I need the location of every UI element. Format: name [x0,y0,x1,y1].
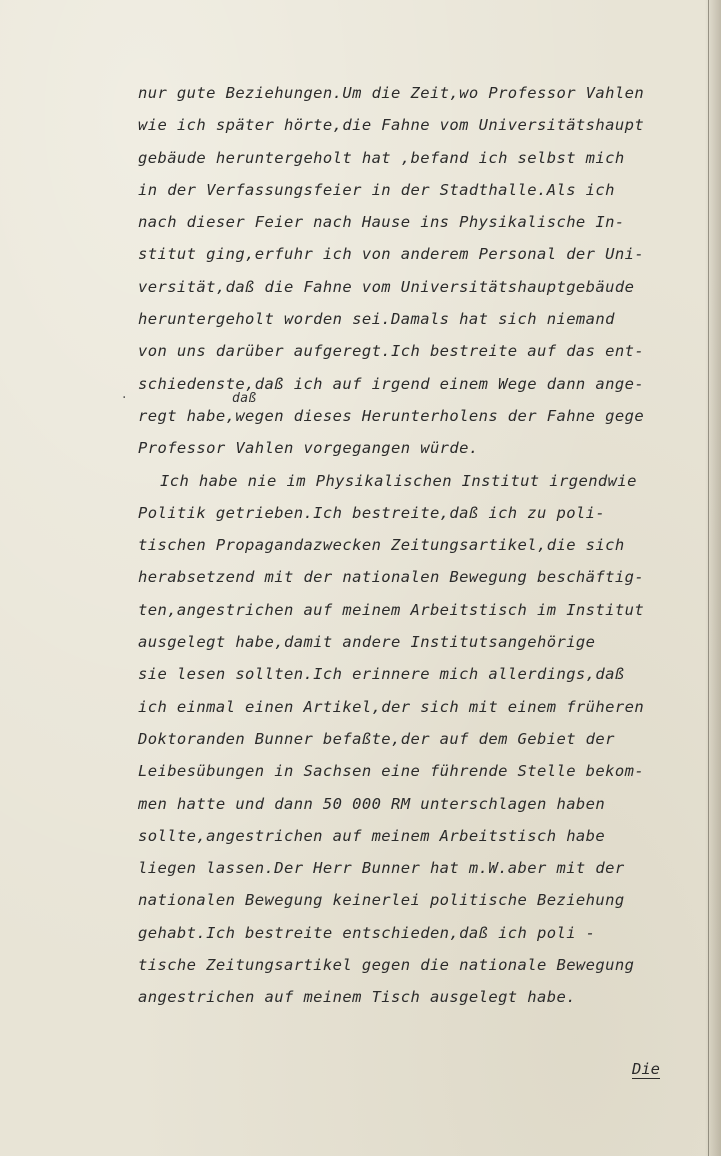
text-line: gehabt.Ich bestreite entschieden,daß ich poli - [138,923,596,942]
text-line: nach dieser Feier nach Hause ins Physikalische In- [138,213,625,232]
text-line: Ich habe nie im Physikalischen Institut irgendwie [160,471,637,490]
text-line: Politik getrieben.Ich bestreite,daß ich zu poli- [138,503,606,522]
text-line: wie ich später hörte,die Fahne vom Universitätshaupt [138,116,645,135]
text-line: liegen lassen.Der Herr Bunner hat m.W.aber mit der [138,859,625,878]
text-line: Leibesübungen in Sachsen eine führende Stelle bekom- [138,762,645,781]
text-line-content: regt habe,wegen dieses Herunterholens der Fahne gege [138,406,645,425]
text-line: ich einmal einen Artikel,der sich mit einem früheren [138,697,645,716]
text-line: versität,daß die Fahne vom Universitätshauptgebäude [138,277,635,296]
text-line: heruntergeholt worden sei.Damals hat sich niemand [138,310,615,329]
text-line: ausgelegt habe,damit andere Institutsangehörige [138,633,596,652]
text-line: ten,angestrichen auf meinem Arbeitstisch im Institut [138,600,645,619]
handwritten-insertion: daß [232,390,257,406]
text-line: Doktoranden Bunner befaßte,der auf dem Gebiet der [138,729,615,748]
text-line: herabsetzend mit der nationalen Bewegung beschäftig- [138,568,645,587]
text-line: angestrichen auf meinem Tisch ausgelegt habe. [138,988,576,1007]
text-line: nationalen Bewegung keinerlei politische Beziehung [138,891,625,910]
text-line: sollte,angestrichen auf meinem Arbeitstisch habe [138,826,606,845]
text-line: in der Verfassungsfeier in der Stadthalle.Als ich [138,180,615,199]
text-line: tischen Propagandazwecken Zeitungsartikel,die sich [138,536,625,555]
text-line: men hatte und dann 50 000 RM unterschlagen haben [138,794,606,813]
text-line: nur gute Beziehungen.Um die Zeit,wo Professor Vahlen [138,84,645,102]
text-line: tische Zeitungsartikel gegen die nationale Bewegung [138,956,635,975]
text-line: sie lesen sollten.Ich erinnere mich allerdings,daß [138,665,625,684]
text-line: stitut ging,erfuhr ich von anderem Personal der Uni- [138,245,645,264]
text-line: Professor Vahlen vorgegangen würde. [138,439,479,458]
text-line: gebäude heruntergeholt hat ,befand ich selbst mich [138,148,625,167]
margin-mark: · [122,390,127,406]
closing-catchword: Die [632,1060,660,1078]
text-line: von uns darüber aufgeregt.Ich bestreite auf das ent- [138,342,645,361]
text-line-with-insertion [138,390,704,439]
typewritten-text [138,84,704,1021]
text-line: schiedenste,daß ich auf irgend einem Wege dann ange- [138,374,645,393]
page-fold-line [708,0,709,1156]
